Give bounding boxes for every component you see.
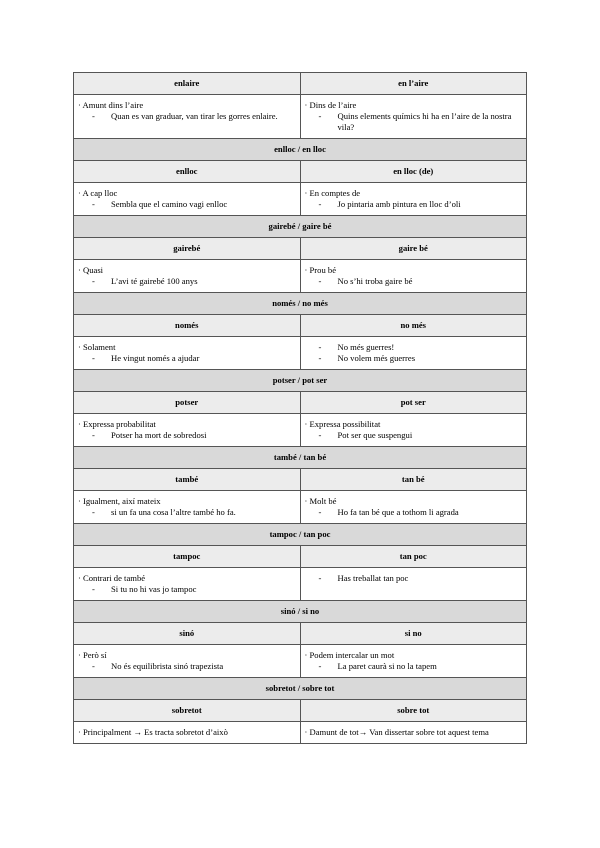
definition-text: · Expressa possibilitat (304, 419, 381, 429)
left-content-cell (74, 722, 301, 744)
example-item (78, 111, 296, 122)
left-heading: enlaire (74, 73, 301, 95)
content-row (74, 722, 527, 744)
example-item (78, 430, 296, 441)
left-heading: sobretot (74, 700, 301, 722)
right-heading: no més (300, 315, 527, 337)
heading-row (74, 700, 527, 722)
section-title: sobretot / sobre tot (74, 678, 527, 700)
content-row (74, 491, 527, 524)
heading-row (74, 238, 527, 260)
left-heading: enlloc (74, 161, 301, 183)
definition-text: · Solament (78, 342, 116, 352)
definition-text: · Però sí (78, 650, 107, 660)
right-heading: si no (300, 623, 527, 645)
left-content-cell (74, 491, 301, 524)
content-row (74, 95, 527, 139)
section-title: sinó / si no (74, 601, 527, 623)
example-text: Sembla que el camino vagi enlloc (111, 199, 228, 209)
example-text: No més guerres! (337, 342, 395, 352)
section-title-row (74, 216, 527, 238)
content-row (74, 414, 527, 447)
right-content-cell (300, 337, 527, 370)
dash-bullet: - (318, 661, 322, 671)
section-title: tampoc / tan poc (74, 524, 527, 546)
dash-bullet: - (318, 111, 322, 121)
section-title-row (74, 524, 527, 546)
definition-text: · Quasi (78, 265, 104, 275)
left-content-cell (74, 183, 301, 216)
section-title-row (74, 370, 527, 392)
right-heading: sobre tot (300, 700, 527, 722)
heading-row (74, 469, 527, 491)
dash-bullet: - (92, 353, 95, 363)
dash-bullet: - (318, 573, 322, 583)
left-heading: també (74, 469, 301, 491)
right-heading: pot ser (300, 392, 527, 414)
example-item (305, 661, 523, 672)
example-item (305, 507, 523, 518)
left-content-cell (74, 95, 301, 139)
definition-text: · Igualment, així mateix (78, 496, 161, 506)
dash-bullet: - (318, 507, 322, 517)
dash-bullet: - (92, 430, 95, 440)
example-item (78, 507, 296, 518)
example-text: Si tu no hi vas jo tampoc (111, 584, 197, 594)
example-item (78, 276, 296, 287)
dash-bullet: - (92, 507, 95, 517)
dash-bullet: - (318, 276, 322, 286)
left-heading: tampoc (74, 546, 301, 568)
example-text: No s’hi troba gaire bé (337, 276, 413, 286)
left-content-cell (74, 337, 301, 370)
example-text: He vingut només a ajudar (111, 353, 200, 363)
right-content-cell (300, 183, 527, 216)
heading-row (74, 73, 527, 95)
dash-bullet: - (92, 584, 95, 594)
dash-bullet: - (318, 342, 322, 352)
content-row (74, 260, 527, 293)
heading-row (74, 315, 527, 337)
dash-bullet: - (318, 353, 322, 363)
example-text: si un fa una cosa l’altre també ho fa. (111, 507, 236, 517)
definition-text: · Principalment → Es tracta sobretot d’això (78, 727, 228, 737)
right-content-cell (300, 491, 527, 524)
definition-text: · Podem intercalar un mot (304, 650, 395, 660)
example-item (305, 276, 523, 287)
left-heading: gairebé (74, 238, 301, 260)
example-item (78, 353, 296, 364)
dash-bullet: - (318, 199, 322, 209)
example-item (78, 199, 296, 210)
right-content-cell (300, 260, 527, 293)
content-row (74, 568, 527, 601)
left-content-cell (74, 568, 301, 601)
definition-text: · Damunt de tot→ Van dissertar sobre tot aquest tema (304, 727, 489, 737)
example-item (78, 584, 296, 595)
content-row (74, 337, 527, 370)
right-heading: en l’aire (300, 73, 527, 95)
definition-text: · En comptes de (304, 188, 361, 198)
example-item (305, 342, 523, 353)
example-item (305, 111, 523, 133)
example-text: No és equilibrista sinó trapezista (111, 661, 224, 671)
left-heading: només (74, 315, 301, 337)
dash-bullet: - (92, 199, 95, 209)
definition-text: · Amunt dins l’aire (78, 100, 144, 110)
example-item (305, 430, 523, 441)
definition-text: · Prou bé (304, 265, 337, 275)
heading-row (74, 546, 527, 568)
section-title: potser / pot ser (74, 370, 527, 392)
heading-row (74, 392, 527, 414)
right-heading: tan bé (300, 469, 527, 491)
example-text: Has treballat tan poc (337, 573, 409, 583)
right-content-cell (300, 568, 527, 601)
section-title: enlloc / en lloc (74, 139, 527, 161)
example-text: Quins elements químics hi ha en l’aire de la nostra vila? (337, 111, 512, 132)
right-content-cell (300, 95, 527, 139)
right-heading: en lloc (de) (300, 161, 527, 183)
left-heading: potser (74, 392, 301, 414)
dash-bullet: - (318, 430, 322, 440)
example-text: La paret caurà si no la tapem (337, 661, 437, 671)
definition-text: · Contrari de també (78, 573, 146, 583)
orthography-table (73, 72, 527, 744)
example-text: Jo pintaria amb pintura en lloc d’oli (337, 199, 461, 209)
content-row (74, 645, 527, 678)
right-content-cell (300, 722, 527, 744)
dash-bullet: - (92, 111, 95, 121)
definition-text: · Dins de l’aire (304, 100, 357, 110)
section-title-row (74, 139, 527, 161)
definition-text: · Expressa probabilitat (78, 419, 156, 429)
example-item (305, 353, 523, 364)
example-item (78, 661, 296, 672)
heading-row (74, 623, 527, 645)
dash-bullet: - (92, 661, 95, 671)
example-text: No volem més guerres (337, 353, 416, 363)
section-title: gairebé / gaire bé (74, 216, 527, 238)
heading-row (74, 161, 527, 183)
section-title: també / tan bé (74, 447, 527, 469)
dash-bullet: - (92, 276, 95, 286)
definition-text: · A cap lloc (78, 188, 118, 198)
section-title-row (74, 293, 527, 315)
example-text: Pot ser que suspengui (337, 430, 413, 440)
example-text: Ho fa tan bé que a tothom li agrada (337, 507, 459, 517)
example-text: L’avi té gairebé 100 anys (111, 276, 198, 286)
example-item (305, 199, 523, 210)
section-title: només / no més (74, 293, 527, 315)
left-heading: sinó (74, 623, 301, 645)
right-content-cell (300, 414, 527, 447)
section-title-row (74, 601, 527, 623)
left-content-cell (74, 645, 301, 678)
right-heading: gaire bé (300, 238, 527, 260)
left-content-cell (74, 414, 301, 447)
section-title-row (74, 678, 527, 700)
definition-text: · Molt bé (304, 496, 337, 506)
content-row (74, 183, 527, 216)
example-text: Quan es van graduar, van tirar les gorres enlaire. (111, 111, 278, 121)
example-text: Potser ha mort de sobredosi (111, 430, 207, 440)
left-content-cell (74, 260, 301, 293)
right-content-cell (300, 645, 527, 678)
section-title-row (74, 447, 527, 469)
example-item (305, 573, 523, 584)
right-heading: tan poc (300, 546, 527, 568)
